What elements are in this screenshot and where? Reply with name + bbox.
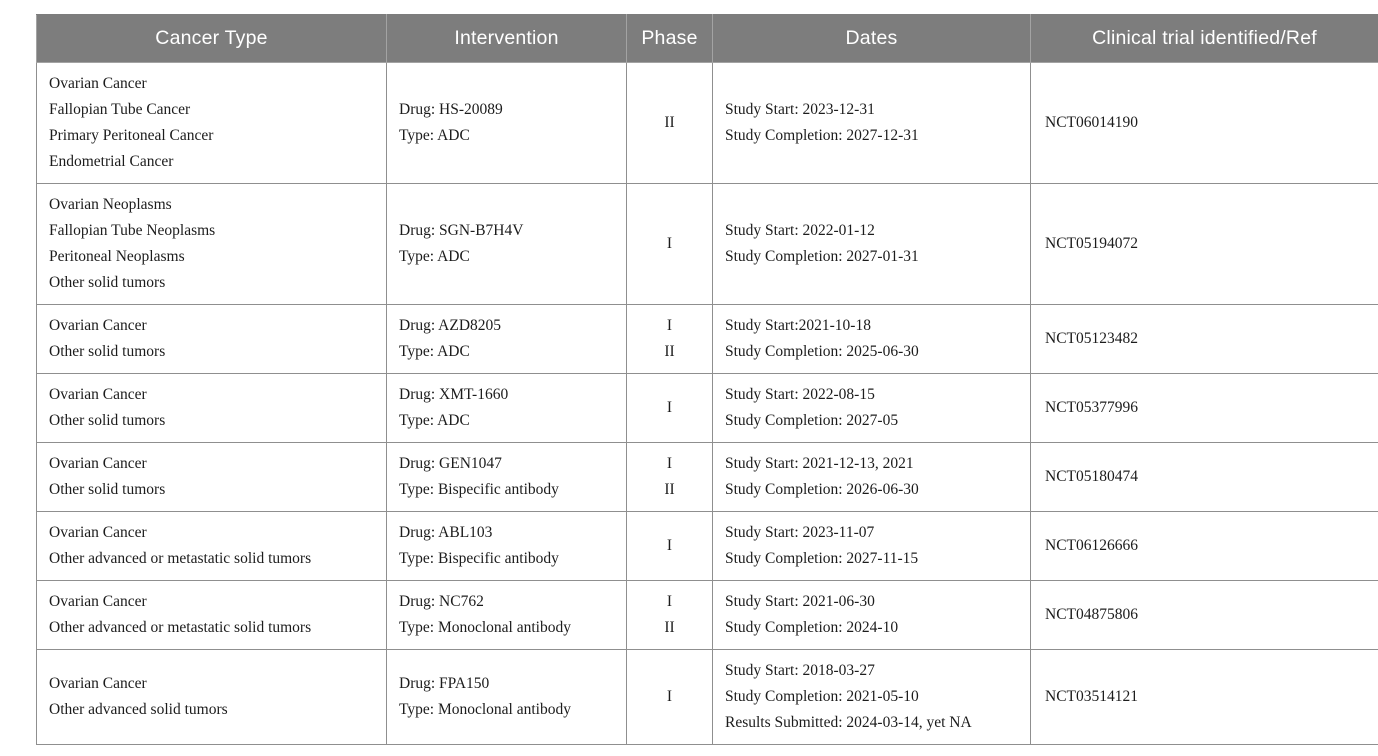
dates-cell-line: Study Start: 2023-11-07 <box>725 524 875 541</box>
table-row <box>37 512 1378 581</box>
dates-cell <box>713 184 1031 305</box>
cancer-type-cell-line: Other solid tumors <box>49 274 166 291</box>
dates-cell <box>713 63 1031 184</box>
dates-cell-line: Study Start:2021-10-18 <box>725 317 871 334</box>
intervention-cell-line: Type: ADC <box>399 343 470 360</box>
dates-cell-line: Study Completion: 2026-06-30 <box>725 481 919 498</box>
cancer-type-cell <box>37 650 387 745</box>
cancer-type-cell <box>37 512 387 581</box>
cancer-type-cell-line: Ovarian Cancer <box>49 524 147 541</box>
intervention-cell-line: Type: Monoclonal antibody <box>399 701 571 718</box>
phase-cell <box>627 63 713 184</box>
table-row <box>37 374 1378 443</box>
trial-ref-cell-line: NCT05194072 <box>1045 235 1138 252</box>
cancer-type-cell-line: Other advanced solid tumors <box>49 701 228 718</box>
phase-cell <box>627 650 713 745</box>
header-cancer-type: Cancer Type <box>37 15 387 63</box>
clinical-trials-table <box>36 14 1378 745</box>
intervention-cell <box>387 650 627 745</box>
dates-cell-line: Study Completion: 2021-05-10 <box>725 688 919 705</box>
dates-cell <box>713 512 1031 581</box>
phase-cell <box>627 184 713 305</box>
intervention-cell <box>387 374 627 443</box>
intervention-cell-line: Type: ADC <box>399 127 470 144</box>
phase-cell-line: I <box>666 317 673 334</box>
dates-cell-line: Results Submitted: 2024-03-14, yet NA <box>725 714 972 731</box>
header-intervention: Intervention <box>387 15 627 63</box>
cancer-type-cell-line: Other advanced or metastatic solid tumors <box>49 619 312 636</box>
table-row <box>37 63 1378 184</box>
cancer-type-cell <box>37 374 387 443</box>
trial-ref-cell <box>1031 63 1378 184</box>
cancer-type-cell-line: Ovarian Cancer <box>49 317 147 334</box>
phase-cell-line: II <box>664 619 675 636</box>
intervention-cell-line: Type: Bispecific antibody <box>399 550 559 567</box>
cancer-type-cell-line: Ovarian Cancer <box>49 455 147 472</box>
phase-cell <box>627 374 713 443</box>
dates-cell-line: Study Start: 2021-06-30 <box>725 593 875 610</box>
cancer-type-cell <box>37 63 387 184</box>
cancer-type-cell-line: Peritoneal Neoplasms <box>49 248 185 265</box>
table-body <box>37 63 1378 745</box>
header-clinical-trial-ref: Clinical trial identified/Ref <box>1031 15 1378 63</box>
dates-cell-line: Study Start: 2018-03-27 <box>725 662 875 679</box>
phase-cell-line: II <box>664 481 675 498</box>
trial-ref-cell-line: NCT04875806 <box>1045 606 1138 623</box>
table-row <box>37 581 1378 650</box>
dates-cell <box>713 581 1031 650</box>
cancer-type-cell-line: Primary Peritoneal Cancer <box>49 127 214 144</box>
intervention-cell-line: Drug: AZD8205 <box>399 317 502 334</box>
cancer-type-cell-line: Other solid tumors <box>49 412 166 429</box>
intervention-cell-line: Type: Monoclonal antibody <box>399 619 571 636</box>
trial-ref-cell <box>1031 305 1378 374</box>
table-row <box>37 650 1378 745</box>
header-dates: Dates <box>713 15 1031 63</box>
intervention-cell-line: Drug: SGN-B7H4V <box>399 222 524 239</box>
dates-cell <box>713 650 1031 745</box>
dates-cell-line: Study Completion: 2027-01-31 <box>725 248 919 265</box>
trial-ref-cell-line: NCT03514121 <box>1045 688 1138 705</box>
intervention-cell <box>387 512 627 581</box>
trial-ref-cell-line: NCT05123482 <box>1045 330 1138 347</box>
phase-cell-line: II <box>664 343 675 360</box>
intervention-cell <box>387 184 627 305</box>
cancer-type-cell-line: Other solid tumors <box>49 481 166 498</box>
dates-cell-line: Study Completion: 2027-11-15 <box>725 550 919 567</box>
intervention-cell-line: Type: ADC <box>399 412 470 429</box>
cancer-type-cell-line: Other advanced or metastatic solid tumors <box>49 550 312 567</box>
trial-ref-cell <box>1031 184 1378 305</box>
clinical-trials-table-container <box>36 14 1378 745</box>
trial-ref-cell-line: NCT06126666 <box>1045 537 1138 554</box>
intervention-cell <box>387 305 627 374</box>
trial-ref-cell <box>1031 650 1378 745</box>
cancer-type-cell-line: Ovarian Cancer <box>49 675 147 692</box>
phase-cell-line: I <box>666 455 673 472</box>
phase-cell-line: I <box>666 593 673 610</box>
trial-ref-cell <box>1031 374 1378 443</box>
intervention-cell-line: Drug: FPA150 <box>399 675 490 692</box>
dates-cell-line: Study Start: 2022-01-12 <box>725 222 875 239</box>
phase-cell <box>627 581 713 650</box>
phase-cell <box>627 512 713 581</box>
trial-ref-cell <box>1031 512 1378 581</box>
intervention-cell-line: Drug: ABL103 <box>399 524 493 541</box>
cancer-type-cell <box>37 305 387 374</box>
dates-cell-line: Study Completion: 2027-12-31 <box>725 127 919 144</box>
phase-cell-line: II <box>664 114 675 131</box>
intervention-cell <box>387 581 627 650</box>
intervention-cell-line: Type: Bispecific antibody <box>399 481 559 498</box>
cancer-type-cell-line: Ovarian Cancer <box>49 593 147 610</box>
table-row <box>37 184 1378 305</box>
intervention-cell-line: Drug: NC762 <box>399 593 484 610</box>
dates-cell-line: Study Start: 2021-12-13, 2021 <box>725 455 914 472</box>
cancer-type-cell-line: Fallopian Tube Neoplasms <box>49 222 216 239</box>
trial-ref-cell-line: NCT05180474 <box>1045 468 1138 485</box>
cancer-type-cell-line: Ovarian Neoplasms <box>49 196 172 213</box>
phase-cell-line: I <box>666 537 673 554</box>
table-row <box>37 305 1378 374</box>
intervention-cell <box>387 63 627 184</box>
intervention-cell <box>387 443 627 512</box>
dates-cell-line: Study Completion: 2024-10 <box>725 619 899 636</box>
intervention-cell-line: Drug: HS-20089 <box>399 101 503 118</box>
trial-ref-cell-line: NCT06014190 <box>1045 114 1138 131</box>
cancer-type-cell <box>37 581 387 650</box>
trial-ref-cell <box>1031 581 1378 650</box>
phase-cell <box>627 305 713 374</box>
dates-cell-line: Study Start: 2023-12-31 <box>725 101 875 118</box>
cancer-type-cell <box>37 443 387 512</box>
cancer-type-cell-line: Other solid tumors <box>49 343 166 360</box>
dates-cell-line: Study Start: 2022-08-15 <box>725 386 875 403</box>
cancer-type-cell <box>37 184 387 305</box>
table-header <box>37 15 1378 63</box>
dates-cell <box>713 305 1031 374</box>
phase-cell-line: I <box>666 688 673 705</box>
dates-cell-line: Study Completion: 2025-06-30 <box>725 343 919 360</box>
intervention-cell-line: Type: ADC <box>399 248 470 265</box>
dates-cell-line: Study Completion: 2027-05 <box>725 412 899 429</box>
intervention-cell-line: Drug: XMT-1660 <box>399 386 509 403</box>
phase-cell <box>627 443 713 512</box>
cancer-type-cell-line: Ovarian Cancer <box>49 386 147 403</box>
phase-cell-line: I <box>666 235 673 252</box>
header-phase: Phase <box>627 15 713 63</box>
trial-ref-cell-line: NCT05377996 <box>1045 399 1138 416</box>
trial-ref-cell <box>1031 443 1378 512</box>
phase-cell-line: I <box>666 399 673 416</box>
cancer-type-cell-line: Ovarian Cancer <box>49 75 147 92</box>
dates-cell <box>713 443 1031 512</box>
cancer-type-cell-line: Endometrial Cancer <box>49 153 174 170</box>
intervention-cell-line: Drug: GEN1047 <box>399 455 502 472</box>
table-row <box>37 443 1378 512</box>
dates-cell <box>713 374 1031 443</box>
cancer-type-cell-line: Fallopian Tube Cancer <box>49 101 191 118</box>
